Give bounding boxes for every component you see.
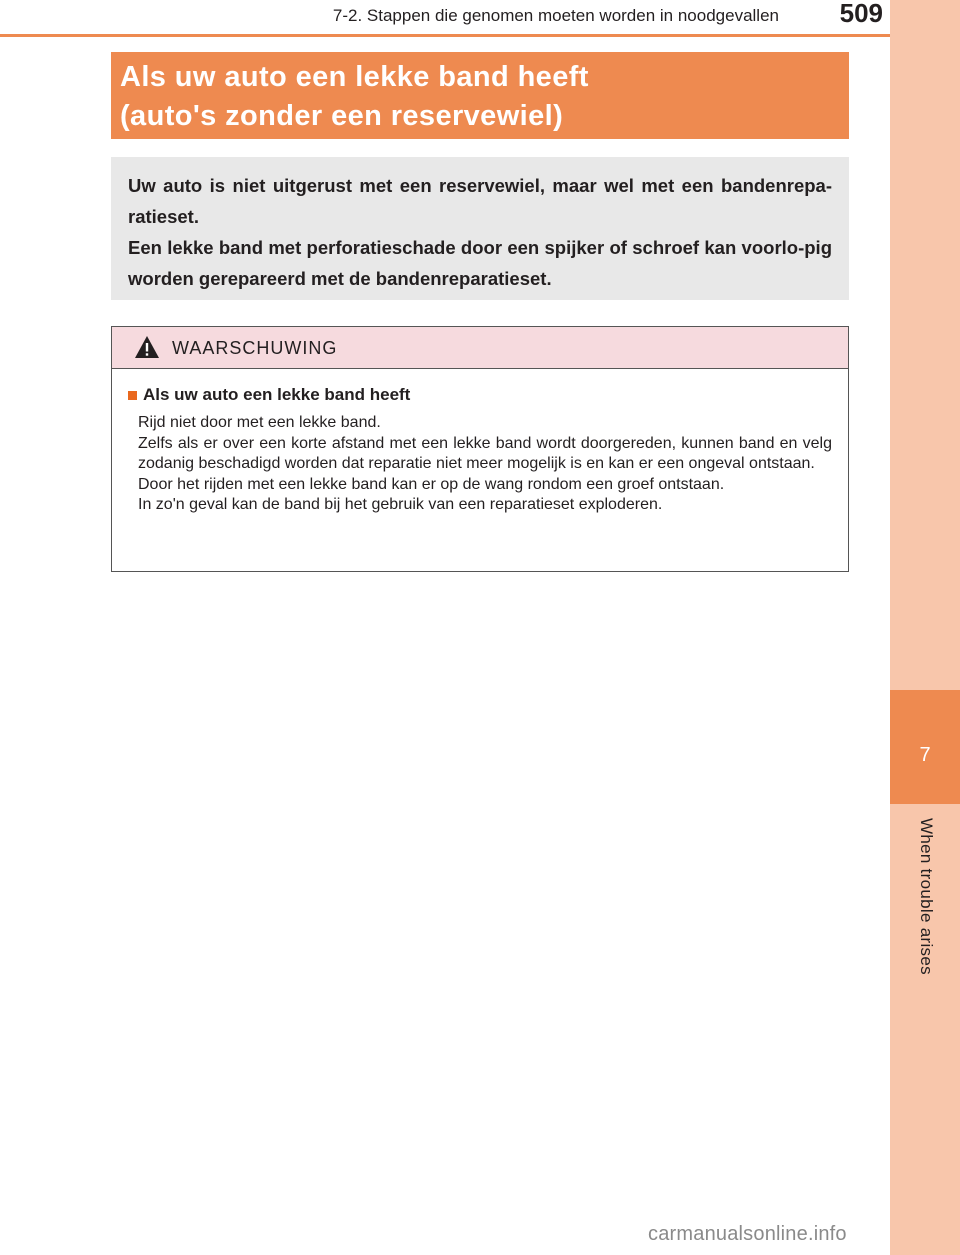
heading-line-2: (auto's zonder een reservewiel): [120, 100, 564, 132]
warning-triangle-icon: [134, 335, 160, 364]
square-bullet-icon: [128, 391, 137, 400]
chapter-number: 7: [919, 744, 931, 766]
watermark: carmanualsonline.info: [648, 1223, 847, 1245]
warning-body: [112, 369, 848, 516]
warning-line: Zelfs als er over een korte afstand met een lekke band wordt doorgereden, kunnen band en velg zodanig beschadigd worden dat reparatie niet meer mogelijk is en kan er een ongeval ontstaan.: [138, 434, 832, 472]
warning-subheading-text: Als uw auto een lekke band heeft: [143, 385, 411, 404]
warning-box: [111, 326, 849, 572]
section-heading: [111, 52, 849, 139]
intro-paragraph-1: Uw auto is niet uitgerust met een reservewiel, maar wel met een bandenrepa-ratieset.: [128, 175, 832, 227]
chapter-side-tab: [890, 0, 960, 1255]
warning-line: Door het rijden met een lekke band kan er op de wang rondom een groef ontstaan.: [138, 475, 725, 493]
intro-paragraph-2: Een lekke band met perforatieschade door een spijker of schroef kan voorlo-pig worden gerepareerd met de bandenreparatieset.: [128, 237, 832, 289]
warning-header: [112, 327, 848, 369]
warning-subheading: [128, 385, 832, 405]
heading-line-1: Als uw auto een lekke band heeft: [120, 61, 589, 93]
chapter-title: When trouble arises: [917, 818, 936, 975]
page-header: [0, 0, 890, 34]
header-divider: [0, 34, 890, 37]
warning-line: Rijd niet door met een lekke band.: [138, 414, 381, 431]
intro-box: [111, 157, 849, 300]
warning-line: In zo'n geval kan de band bij het gebruik van een reparatieset exploderen.: [138, 496, 663, 513]
page-number: 509: [839, 0, 883, 28]
section-title: 7-2. Stappen die genomen moeten worden in noodgevallen: [332, 6, 779, 25]
warning-text: [128, 413, 832, 516]
warning-label: WAARSCHUWING: [172, 338, 338, 358]
